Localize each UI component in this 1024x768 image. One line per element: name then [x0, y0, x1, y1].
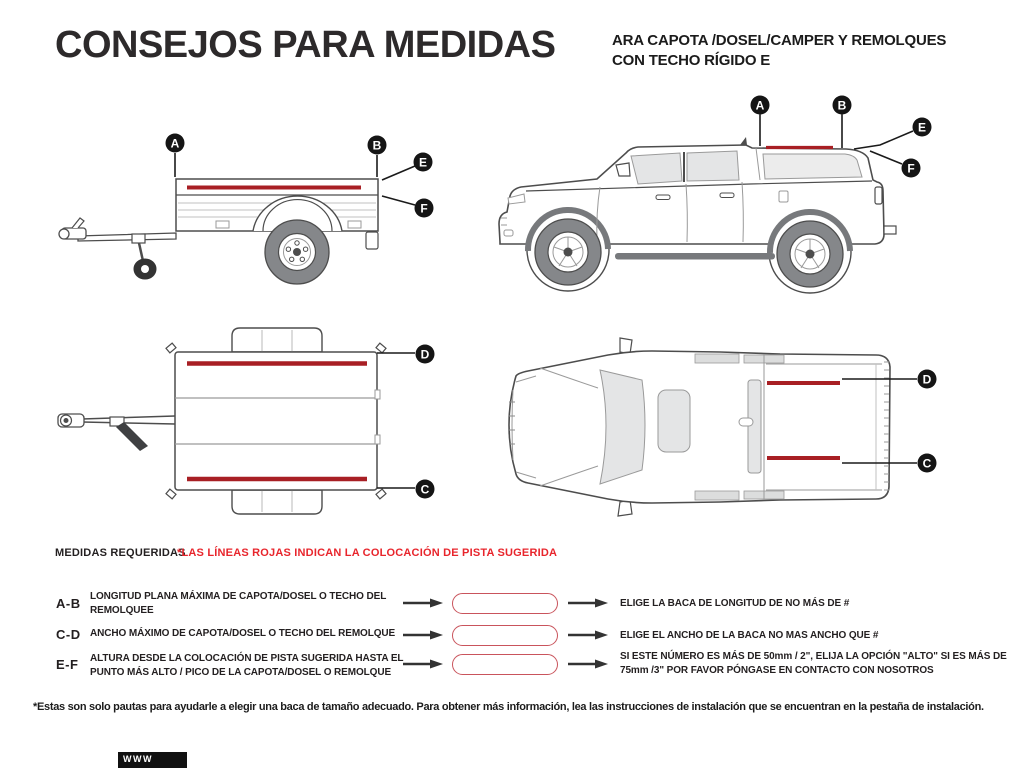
- sunroof: [658, 390, 690, 452]
- trailer-bed: [175, 352, 377, 490]
- measure-key-ab: A-B: [56, 596, 81, 611]
- measure-key-cd: C-D: [56, 627, 81, 642]
- marker-a: [166, 134, 185, 153]
- arrow-icon: [403, 659, 443, 669]
- marker-e: [913, 118, 932, 137]
- taillight: [875, 187, 882, 204]
- arrow-icon: [568, 659, 608, 669]
- svg-text:A: A: [170, 136, 180, 151]
- measure-desc-ef: ALTURA DESDE LA COLOCACIÓN DE PISTA SUGERIDA HASTA EL PUNTO MÁS ALTO / PICO DE LA CAPOTA/DOSEL O REMOLQUE: [90, 653, 404, 678]
- arrow-icon: [568, 630, 608, 640]
- marker-f: [902, 159, 921, 178]
- red-lines-note: *LAS LÍNEAS ROJAS INDICAN LA COLOCACIÓN DE PISTA SUGERIDA: [177, 547, 558, 559]
- marker-b: [833, 96, 852, 115]
- jockey-handle: [116, 422, 148, 451]
- marker-f: [415, 199, 434, 218]
- marker-c: [416, 480, 435, 499]
- measurement-field-cd[interactable]: [452, 625, 558, 646]
- svg-text:D: D: [922, 372, 932, 387]
- windshield: [600, 370, 645, 484]
- canopy-window: [763, 154, 862, 179]
- subtitle-line-1: ARA CAPOTA /DOSEL/CAMPER Y REMOLQUES: [612, 32, 947, 49]
- trailer-side-view: [20, 100, 460, 315]
- svg-text:B: B: [372, 138, 382, 153]
- svg-text:E: E: [917, 120, 927, 135]
- leader-line-e: [854, 131, 913, 149]
- required-measures-label: MEDIDAS REQUERIDAS: [55, 547, 186, 559]
- marker-d: [416, 345, 435, 364]
- measure-desc-ab: LONGITUD PLANA MÁXIMA DE CAPOTA/DOSEL O TECHO DEL REMOLQUEE: [90, 591, 387, 616]
- trailer-wheel: [265, 220, 329, 284]
- arrow-icon: [403, 630, 443, 640]
- arrow-icon: [568, 598, 608, 608]
- svg-text:F: F: [907, 161, 915, 176]
- arrow-icon: [403, 598, 443, 608]
- marker-b: [368, 136, 387, 155]
- leader-line-f: [382, 196, 415, 205]
- measure-result-ab: ELIGE LA BACA DE LONGITUD DE NO MÁS DE #: [620, 598, 850, 609]
- antenna: [740, 137, 747, 145]
- pickup-top-view: [480, 330, 1020, 530]
- measure-result-cd: ELIGE EL ANCHO DE LA BACA NO MAS ANCHO QUE #: [620, 630, 879, 641]
- trailer-top-body: [58, 328, 386, 514]
- measure-result-ef: SI ESTE NÚMERO ES MÁS DE 50mm / 2", ELIJA LA OPCIÓN "ALTO" SI ES MÁS DE 75mm /3" POR FAVOR PÓNGASE EN CONTACTO CON NOSOTROS: [620, 651, 1007, 676]
- bottom-fender: [232, 490, 322, 514]
- measurement-field-ab[interactable]: [452, 593, 558, 614]
- trailer-side-body: [59, 179, 378, 279]
- measurement-field-ef[interactable]: [452, 654, 558, 675]
- pickup-top-body: [509, 338, 890, 516]
- side-mirror: [616, 163, 630, 176]
- pickup-rear-wheel: [777, 221, 843, 287]
- measure-desc-cd: ANCHO MÁXIMO DE CAPOTA/DOSEL O TECHO DEL REMOLQUE: [90, 628, 396, 639]
- leader-line-f: [870, 151, 902, 164]
- front-door-window: [631, 153, 682, 184]
- svg-text:B: B: [837, 98, 847, 113]
- svg-text:D: D: [420, 347, 430, 362]
- pickup-side-view: [480, 92, 1020, 307]
- svg-text:A: A: [755, 98, 765, 113]
- svg-text:E: E: [418, 155, 428, 170]
- subtitle-line-2: CON TECHO RÍGIDO E: [612, 52, 771, 69]
- svg-text:C: C: [420, 482, 430, 497]
- rear-door-window: [687, 151, 739, 181]
- trailer-top-view: [20, 322, 460, 527]
- page-title: CONSEJOS PARA MEDIDAS: [55, 24, 556, 66]
- marker-a: [751, 96, 770, 115]
- brand-bar: WWW: [118, 752, 187, 768]
- rear-cab-window: [748, 380, 761, 473]
- measure-key-ef: E-F: [56, 657, 79, 672]
- footnote: *Estas son solo pautas para ayudarle a elegir una baca de tamaño adecuado. Para obtener más información, lea las instrucciones de instalación que se encuentran en la pestaña de instalación.: [33, 701, 984, 713]
- marker-d: [918, 370, 937, 389]
- leader-line-e: [382, 166, 415, 180]
- svg-text:F: F: [420, 201, 428, 216]
- marker-c: [918, 454, 937, 473]
- page-subtitle: [612, 31, 946, 71]
- marker-e: [414, 153, 433, 172]
- pickup-front-wheel: [535, 219, 601, 285]
- top-fender: [232, 328, 322, 352]
- svg-text:C: C: [922, 456, 932, 471]
